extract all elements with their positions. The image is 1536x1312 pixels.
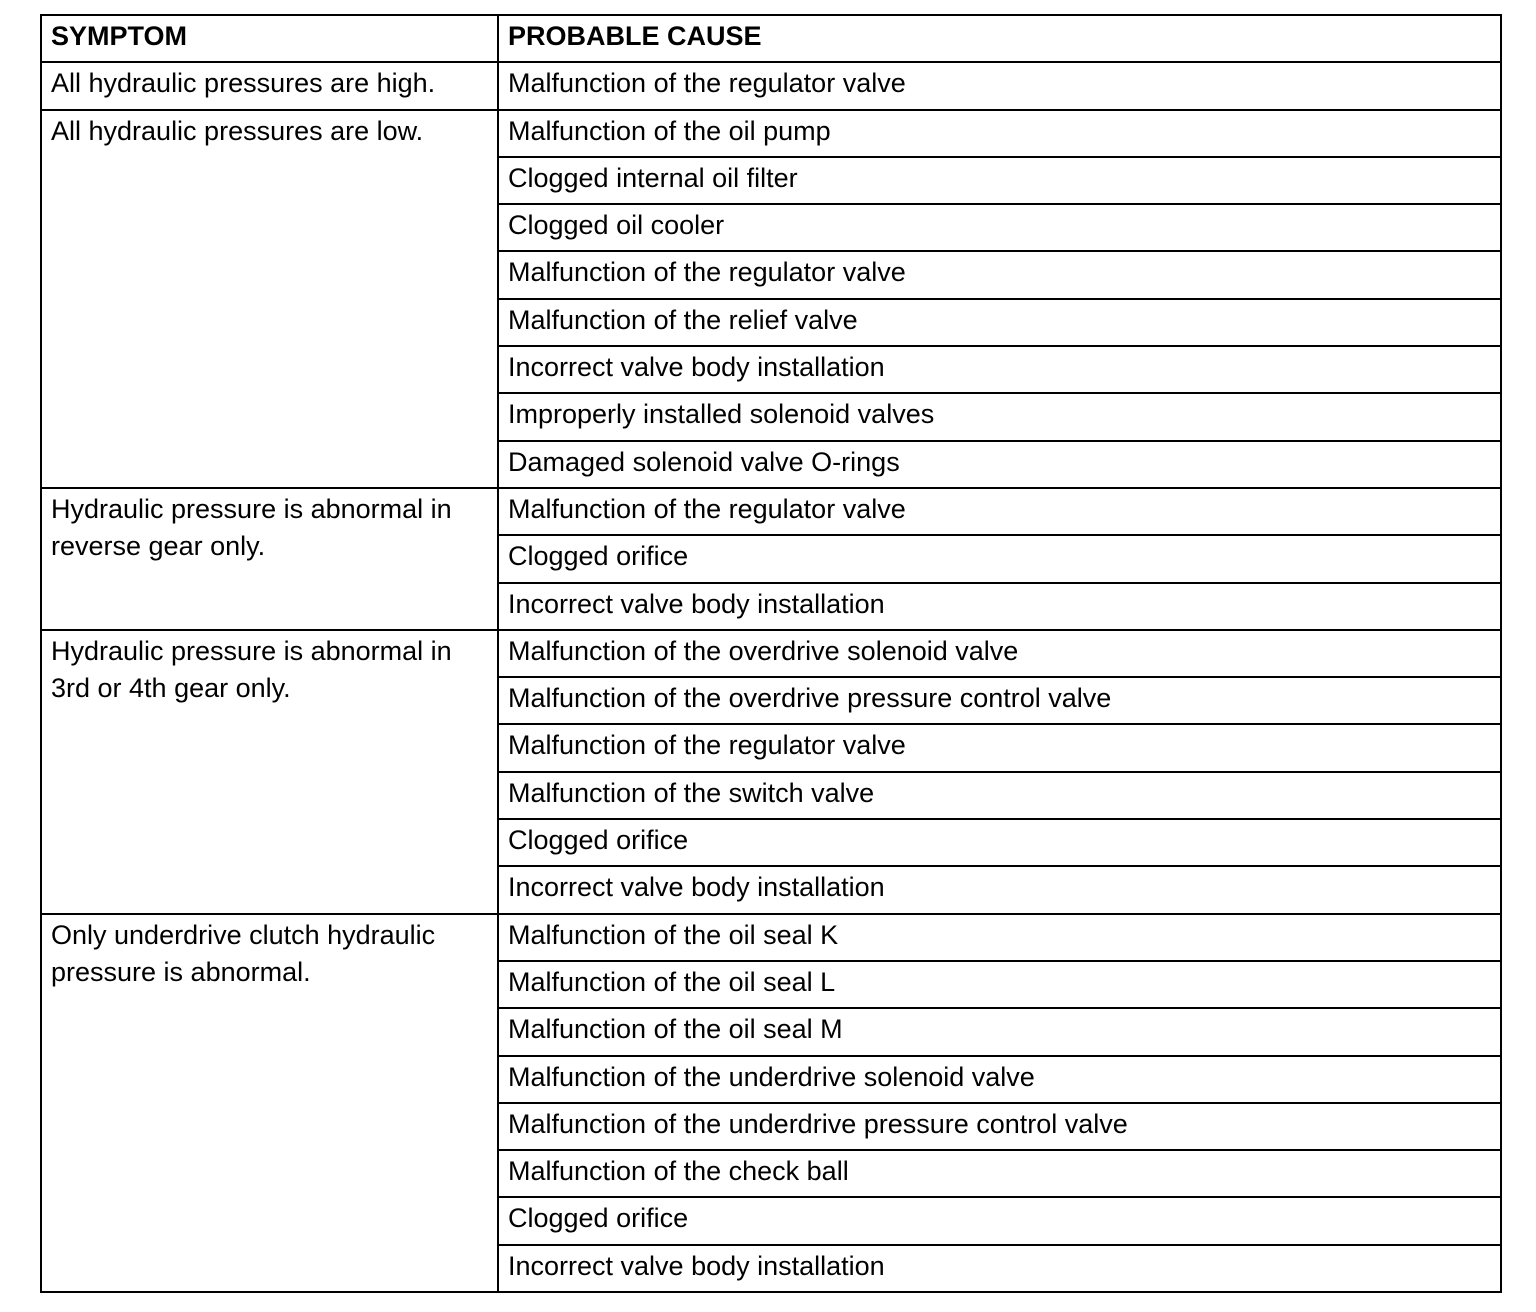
probable-cause-cell: Incorrect valve body installation: [498, 346, 1501, 393]
header-probable-cause: PROBABLE CAUSE: [498, 15, 1501, 62]
probable-cause-cell: Malfunction of the overdrive solenoid valve: [498, 630, 1501, 677]
probable-cause-cell: Malfunction of the regulator valve: [498, 488, 1501, 535]
probable-cause-cell: Malfunction of the oil seal K: [498, 914, 1501, 961]
table-row: [41, 914, 1501, 961]
probable-cause-cell: Clogged oil cooler: [498, 204, 1501, 251]
probable-cause-cell: Incorrect valve body installation: [498, 866, 1501, 913]
probable-cause-cell: Malfunction of the oil seal M: [498, 1008, 1501, 1055]
symptom-cell: Hydraulic pressure is abnormal in 3rd or 4th gear only.: [41, 630, 498, 914]
probable-cause-cell: Malfunction of the check ball: [498, 1150, 1501, 1197]
probable-cause-cell: Incorrect valve body installation: [498, 1245, 1501, 1292]
symptom-cell: All hydraulic pressures are high.: [41, 62, 498, 109]
table-row: [41, 110, 1501, 157]
table-row: [41, 630, 1501, 677]
symptom-cell: Only underdrive clutch hydraulic pressure is abnormal.: [41, 914, 498, 1292]
probable-cause-cell: Malfunction of the regulator valve: [498, 251, 1501, 298]
probable-cause-cell: Malfunction of the underdrive pressure control valve: [498, 1103, 1501, 1150]
probable-cause-cell: Incorrect valve body installation: [498, 583, 1501, 630]
probable-cause-cell: Clogged orifice: [498, 819, 1501, 866]
probable-cause-cell: Clogged orifice: [498, 535, 1501, 582]
header-row: [41, 15, 1501, 62]
probable-cause-cell: Improperly installed solenoid valves: [498, 393, 1501, 440]
table-row: [41, 62, 1501, 109]
probable-cause-cell: Malfunction of the relief valve: [498, 299, 1501, 346]
probable-cause-cell: Malfunction of the oil pump: [498, 110, 1501, 157]
header-symptom: SYMPTOM: [41, 15, 498, 62]
table-row: [41, 488, 1501, 535]
troubleshooting-table: [40, 14, 1502, 1293]
symptom-cell: All hydraulic pressures are low.: [41, 110, 498, 488]
probable-cause-cell: Malfunction of the regulator valve: [498, 724, 1501, 771]
probable-cause-cell: Malfunction of the overdrive pressure control valve: [498, 677, 1501, 724]
probable-cause-cell: Malfunction of the oil seal L: [498, 961, 1501, 1008]
probable-cause-cell: Malfunction of the switch valve: [498, 772, 1501, 819]
probable-cause-cell: Damaged solenoid valve O-rings: [498, 441, 1501, 488]
symptom-cell: Hydraulic pressure is abnormal in reverse gear only.: [41, 488, 498, 630]
probable-cause-cell: Malfunction of the regulator valve: [498, 62, 1501, 109]
probable-cause-cell: Malfunction of the underdrive solenoid valve: [498, 1056, 1501, 1103]
table-body: [41, 62, 1501, 1292]
probable-cause-cell: Clogged internal oil filter: [498, 157, 1501, 204]
probable-cause-cell: Clogged orifice: [498, 1197, 1501, 1244]
